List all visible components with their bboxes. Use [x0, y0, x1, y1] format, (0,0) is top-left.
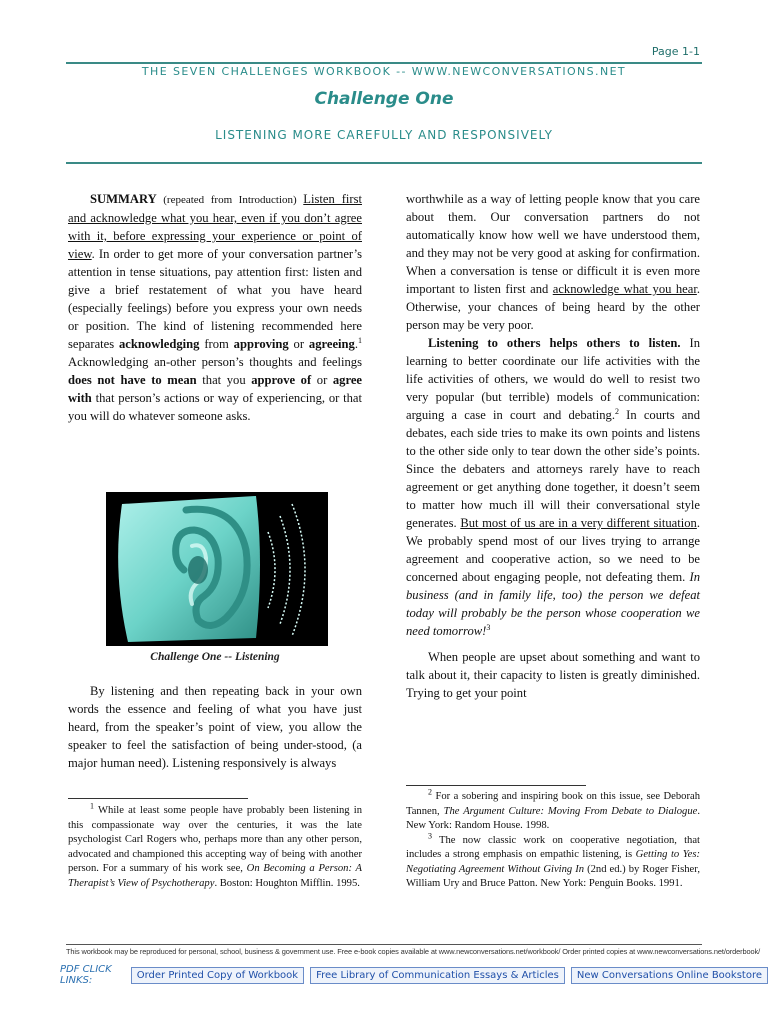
text-run: or: [311, 373, 333, 387]
footnote-ref-1[interactable]: 1: [358, 335, 362, 345]
text-run: worthwhile as a way of letting people know that you care about them. Our conversation partners do not automatically know how well we have understood them, and they may not be very good at asking for confirmation. When a conversation is tense or difficult it is even more important to listen first and: [406, 192, 700, 296]
footnote-number: 3: [428, 830, 432, 840]
footnote-number: 2: [428, 787, 432, 797]
footnote-ref-3[interactable]: 3: [486, 622, 491, 632]
text-run: .: [354, 337, 358, 351]
pdf-links-bar: [60, 964, 768, 986]
right-paragraph-2: [406, 334, 700, 640]
text-run: . Boston: Houghton Mifflin. 1995.: [214, 877, 360, 889]
footnote-number: 1: [90, 801, 94, 811]
summary-label: SUMMARY: [90, 192, 157, 206]
footnote-ref-2[interactable]: 2: [614, 406, 619, 416]
title-rule: [66, 162, 702, 164]
text-run: (2nd ed.) by Roger Fisher, William Ury and Bruce Patton. New York: Penguin Books. 1991.: [406, 863, 700, 889]
footnote-3: [406, 830, 700, 892]
footnote-rule-right: [406, 785, 586, 786]
footnote-rule-left: [68, 798, 248, 799]
text-run: . In order to get more of your conversation partner’s attention in tense situations, pay attention first: listen and give a brief restatement of what you have heard (especially feelings) before you express your own needs or position. The kind of listening recommended here separates: [68, 247, 362, 351]
chapter-subtitle: LISTENING MORE CAREFULLY AND RESPONSIVELY: [215, 128, 553, 142]
bold-run: approve of: [251, 373, 312, 387]
right-paragraph-3: When people are upset about something and want to talk about it, their capacity to listen is greatly diminished. Trying to get your point: [406, 650, 700, 700]
text-run: For a sobering and inspiring book on this issue, see Deborah Tannen,: [406, 791, 700, 817]
footnotes-right: [406, 787, 700, 892]
right-paragraph-1: [406, 190, 700, 334]
summary-paragraph: [68, 190, 362, 425]
text-run: . Otherwise, your chances of being heard by the other person may be very poor.: [406, 282, 700, 332]
order-workbook-link[interactable]: Order Printed Copy of Workbook: [131, 967, 304, 984]
underlined-run: But most of us are in a very different situation: [460, 516, 697, 530]
underlined-run: acknowledge what you hear: [552, 282, 697, 296]
text-run: Acknowledging an-other person’s thoughts and feelings: [68, 355, 362, 369]
text-run: . New York: Random House. 1998.: [406, 805, 700, 831]
left-column: [68, 190, 362, 425]
online-bookstore-link[interactable]: New Conversations Online Bookstore: [571, 967, 768, 984]
header-rule: [66, 62, 702, 64]
left-column-continued: [68, 682, 362, 772]
right-column: [406, 190, 700, 702]
running-head: THE SEVEN CHALLENGES WORKBOOK -- WWW.NEWCONVERSATIONS.NET: [141, 65, 627, 78]
text-run: In courts and debates, each side tries to make its own points and listens to the other side only to tear down the other side’s points. Since the debaters and attorneys rarely have to reach agreement or get anything done together, it doesn’t seem to matter how much ill will their conversational style generates.: [406, 408, 700, 530]
text-run: that person’s actions or way of experiencing, or that you will do whatever someone asks.: [68, 391, 362, 423]
ear-illustration: [106, 492, 328, 646]
bold-run: agree with: [68, 373, 362, 405]
text-run: The now classic work on cooperative negotiation, that includes a strong emphasis on empathic listening, is: [406, 834, 700, 860]
italic-run: Getting to Yes: Negotiating Agreement Without Giving In: [406, 849, 700, 875]
summary-underlined: Listen first and acknowledge what you hear, even if you don’t agree with it, before expressing your experience or point of view: [68, 192, 362, 261]
footnote-1: [68, 801, 362, 891]
summary-note: (repeated from Introduction): [156, 194, 304, 206]
bold-heading-run: Listening to others helps others to listen.: [428, 336, 681, 350]
listening-paragraph: By listening and then repeating back in your own words the essence and feeling of what you have just heard, from the speaker’s point of view, you allow the speaker to feel the satisfaction of being under-stood, (a major human need). Listening responsively is always: [68, 684, 362, 770]
page-number: Page 1-1: [651, 45, 700, 58]
text-run: While at least some people have probably been listening in this compassionate way over the centuries, it was the late psychologist Carl Rogers who, perhaps more than any other person, advocated and championed this accepting way of being with another person. For a summary of his work see,: [68, 805, 362, 874]
text-run: from: [199, 337, 234, 351]
text-run: In learning to better coordinate our life activities with the life activities of others, we would do well to resist two very popular (but terrible) models of communication: arguing a case in court and debating.: [406, 336, 700, 422]
chapter-title: Challenge One: [314, 89, 454, 109]
bold-run: does not have to mean: [68, 373, 197, 387]
footnote-2: [406, 787, 700, 834]
text-run: or: [288, 337, 309, 351]
pdf-links-label: PDF CLICK LINKS:: [60, 964, 112, 986]
italic-run: On Becoming a Person: A Therapist’s View of Psychotherapy: [68, 863, 362, 889]
figure-caption: Challenge One -- Listening: [150, 651, 280, 663]
bold-run: agreeing: [308, 337, 355, 351]
footer-rule: [66, 944, 702, 945]
bold-run: acknowledging: [119, 337, 200, 351]
footnotes-left: [68, 801, 362, 891]
reproduction-notice: This workbook may be reproduced for personal, school, business & government use. Free e-book copies available at www.newconversations.net/workbook/ Order printed copies at www.newconversations.net/orderbook/: [66, 947, 761, 956]
free-library-link[interactable]: Free Library of Communication Essays & Articles: [310, 967, 565, 984]
text-run: . We probably spend most of our lives trying to arrange agreement and cooperative action, so we need to be concerned about engaging people, not defeating them.: [406, 516, 700, 584]
text-run: that you: [196, 373, 252, 387]
italic-run: In business (and in family life, too) the person we defeat today will probably be the person whose cooperation we need tomorrow!: [406, 570, 700, 638]
bold-run: approving: [233, 337, 289, 351]
ear-image: [106, 492, 328, 646]
italic-run: The Argument Culture: Moving From Debate to Dialogue: [443, 805, 698, 817]
